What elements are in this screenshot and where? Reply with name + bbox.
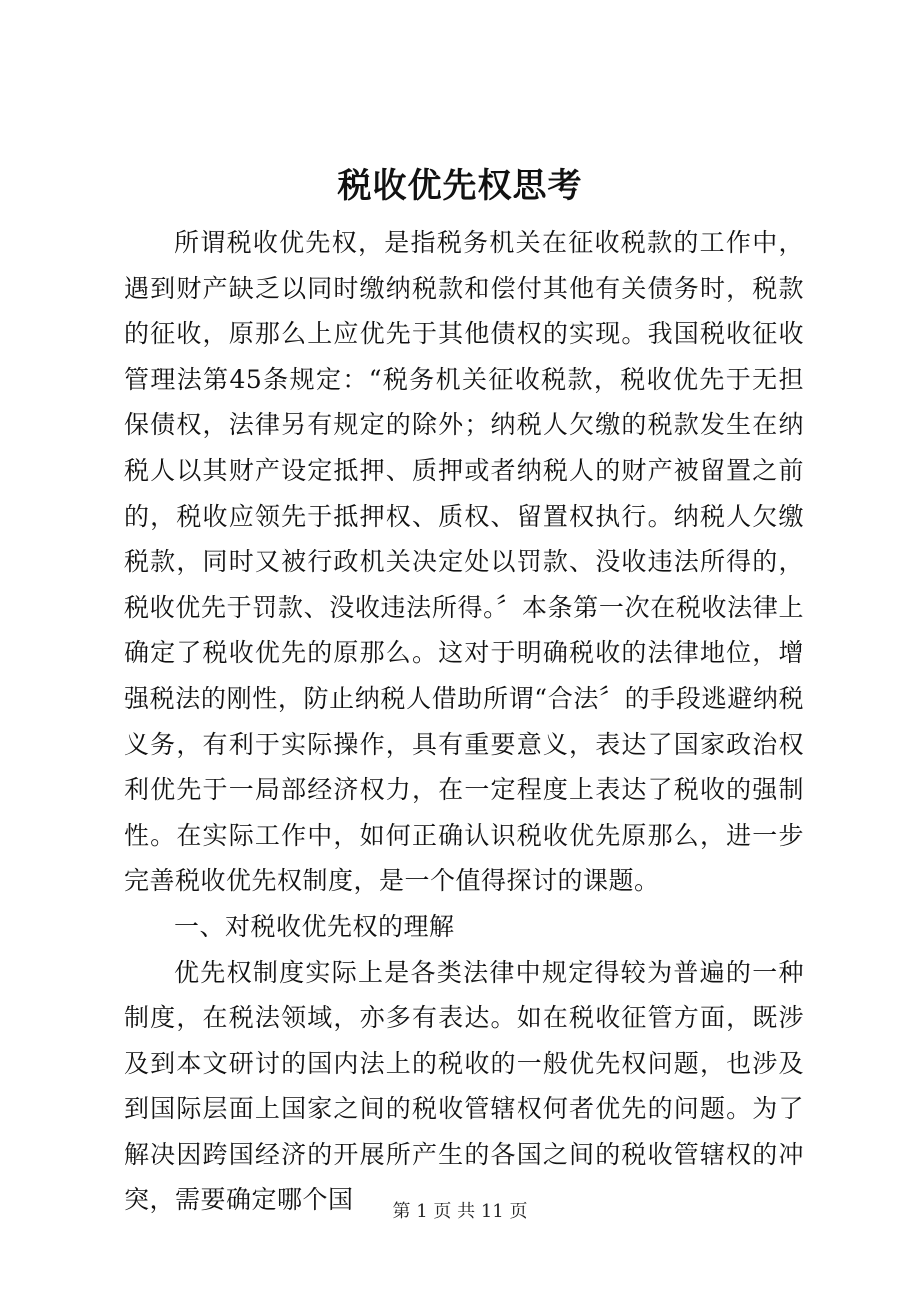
section-heading: 一、对税收优先权的理解 xyxy=(174,911,455,941)
document-body xyxy=(124,220,804,1223)
document-title: 税收优先权思考 xyxy=(337,166,583,206)
section-paragraph: 优先权制度实际上是各类法律中规定得较为普遍的一种制度，在税法领域，亦多有表达。如在税收征管方面，既涉及到本文研讨的国内法上的税收的一般优先权问题，也涉及到国际层面上国家之间的税收管辖权何者优先的问题。为了解决因跨国经济的开展所产生的各国之间的税收管辖权的冲突，需要确定哪个国 xyxy=(124,957,804,1215)
intro-paragraph: 所谓税收优先权，是指税务机关在征收税款的工作中，遇到财产缺乏以同时缴纳税款和偿付其他有关债务时，税款的征收，原那么上应优先于其他债权的实现。我国税收征收管理法第45条规定：“税务机关征收税款，税收优先于无担保债权，法律另有规定的除外；纳税人欠缴的税款发生在纳税人以其财产设定抵押、质押或者纳税人的财产被留置之前的，税收应领先于抵押权、质权、留置权执行。纳税人欠缴税款，同时又被行政机关决定处以罚款、没收违法所得的，税收优先于罚款、没收违法所得。〞本条第一次在税收法律上确定了税收优先的原那么。这对于明确税收的法律地位，增强税法的刚性，防止纳税人借助所谓“合法〞的手段逃避纳税义务，有利于实际操作，具有重要意义，表达了国家政治权利优先于一局部经济权力，在一定程度上表达了税收的强制性。在实际工作中，如何正确认识税收优先原那么，进一步完善税收优先权制度，是一个值得探讨的课题。 xyxy=(124,228,804,896)
page-footer: 第 1 页 共 11 页 xyxy=(392,1201,528,1222)
